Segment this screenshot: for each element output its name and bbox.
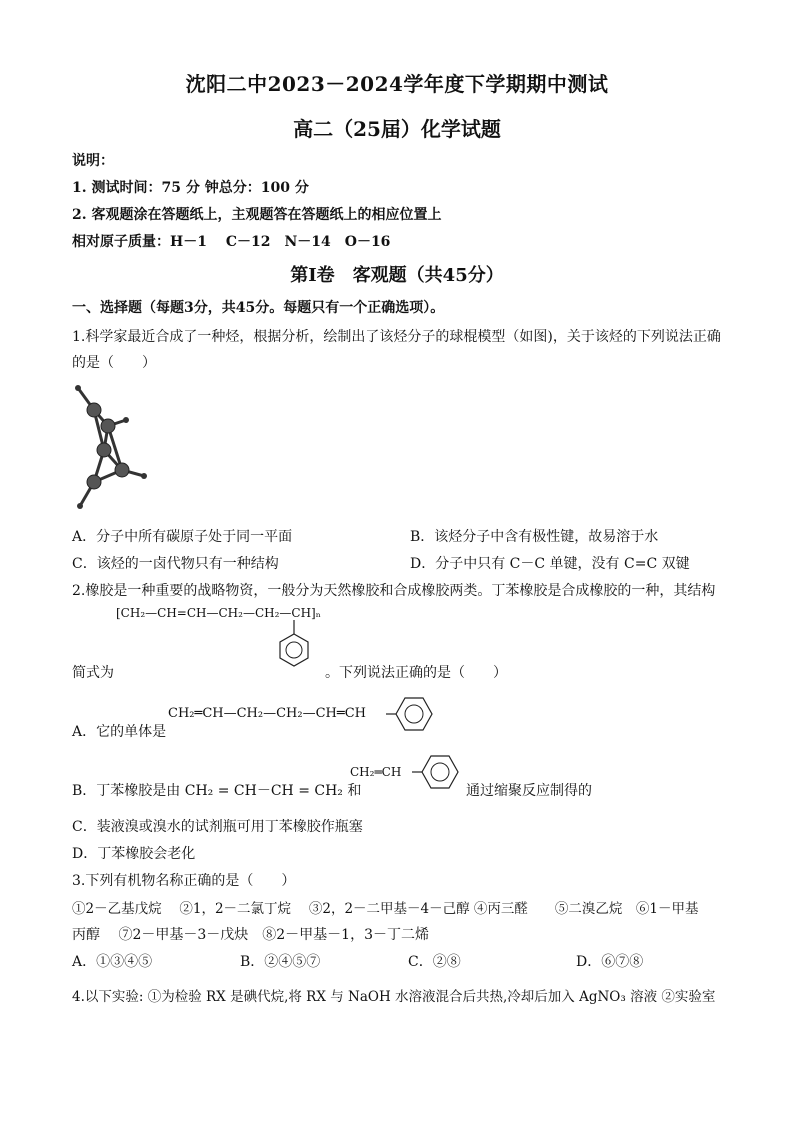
q2-polymer-structure: [116, 606, 336, 676]
benzene-ring-icon: [412, 752, 464, 794]
q3-option-c: C．②⑧: [408, 954, 461, 970]
q3-option-b: B．②④⑤⑦: [240, 954, 321, 970]
q2-polymer-formula: [CH₂—CH=CH—CH₂—CH₂—CH]ₙ: [116, 606, 321, 620]
exam-subtitle: 高二（25届）化学试题: [293, 117, 501, 141]
notes-line-1: 1. 测试时间：75 分 钟总分：100 分: [72, 180, 309, 196]
q1-stem-line-2: 的是（ ）: [72, 355, 156, 371]
q1-option-d: D．分子中只有 C－C 单键，没有 C=C 双键: [410, 556, 690, 572]
q3-option-d: D．⑥⑦⑧: [576, 954, 644, 970]
section-title: 第Ⅰ卷 客观题（共45分）: [290, 265, 504, 286]
notes-label: 说明：: [72, 153, 114, 169]
q2-stem-line-1: 2.橡胶是一种重要的战略物资，一般分为天然橡胶和合成橡胶两类。丁苯橡胶是合成橡胶的一种，其结构: [72, 583, 716, 599]
q1-option-a: A．分子中所有碳原子处于同一平面: [72, 529, 293, 545]
notes-line-2: 2. 客观题涂在答题纸上，主观题答在答题纸上的相应位置上: [72, 207, 442, 223]
q3-list-line-2: 丙醇 ⑦2－甲基－3－戊炔 ⑧2－甲基－1，3－丁二烯: [72, 927, 429, 943]
q2-option-a-formula: CH₂═CH—CH₂—CH₂—CH═CH: [168, 706, 366, 721]
q1-option-c: C．该烃的一卤代物只有一种结构: [72, 556, 279, 572]
q1-option-b: B．该烃分子中含有极性键，故易溶于水: [410, 529, 659, 545]
q2-option-d: D．丁苯橡胶会老化: [72, 846, 196, 862]
q3-stem: 3.下列有机物名称正确的是（ ）: [72, 873, 296, 889]
q2-option-b-formula: CH₂═CH: [350, 765, 402, 779]
exam-title: 沈阳二中2023－2024学年度下学期期中测试: [185, 72, 609, 96]
q2-option-c: C．装液溴或溴水的试剂瓶可用丁苯橡胶作瓶塞: [72, 819, 363, 835]
q2-option-b-prefix: B．丁苯橡胶是由 CH₂ = CH－CH = CH₂ 和: [72, 783, 362, 799]
q3-list-line-1: ①2－乙基戊烷 ②1，2－二氯丁烷 ③2，2－二甲基－4－己醇 ④丙三醛 ⑤二溴乙烷 ⑥1－甲基: [72, 901, 699, 917]
notes-line-3: 相对原子质量：H－1 C－12 N－14 O－16: [72, 234, 391, 250]
benzene-ring-icon: [386, 694, 438, 736]
section-instruction: 一、选择题（每题3分，共45分。每题只有一个正确选项）。: [72, 300, 445, 316]
q2-stem-line-2a: 简式为: [72, 665, 114, 681]
benzene-ring-icon: [276, 620, 316, 676]
q2-stem-line-2b: 。下列说法正确的是（ ）: [325, 665, 507, 681]
q3-option-a: A．①③④⑤: [72, 954, 153, 970]
q1-stem-line-1: 1.科学家最近合成了一种烃，根据分析，绘制出了该烃分子的球棍模型（如图)，关于该烃的下列说法正确: [72, 329, 721, 345]
q2-option-b-suffix: 通过缩聚反应制得的: [466, 783, 592, 799]
q2-option-a-label: A．它的单体是: [72, 724, 167, 740]
ball-stick-model-figure: [68, 378, 158, 518]
q4-stem-line-1: 4.以下实验: ①为检验 RX 是碘代烷,将 RX 与 NaOH 水溶液混合后共热,冷却后加入 AgNO₃ 溶液 ②实验室: [72, 989, 716, 1005]
